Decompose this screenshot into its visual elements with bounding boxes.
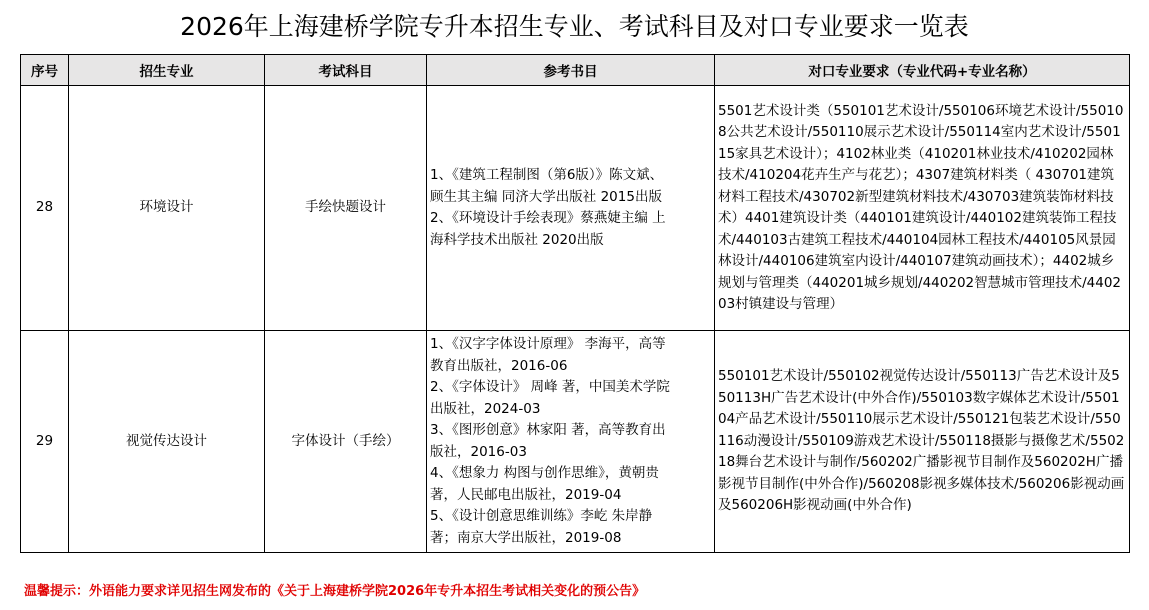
header-requirements: 对口专业要求（专业代码+专业名称） <box>715 55 1130 86</box>
page-title: 2026年上海建桥学院专升本招生专业、考试科目及对口专业要求一览表 <box>180 12 969 41</box>
row-books: 1、《建筑工程制图（第6版）》陈文斌、 顾生其主编 同济大学出版社 2015出版 2、《环境设计手绘表现》蔡燕婕主编 上 海科学技术出版社 2020出版 <box>427 86 715 331</box>
header-books: 参考书目 <box>427 55 715 86</box>
header-exam: 考试科目 <box>265 55 427 86</box>
row-books: 1、《汉字字体设计原理》 李海平，高等 教育出版社，2016-06 2、《字体设计》 周峰 著，中国美术学院 出版社，2024-03 3、《图形创意》林家阳 著，高等教育出 版社，2016-03 4、《想象力 构图与创作思维》，黄朝贵 著，人民邮电出版社，2019-04 5、《设计创意思维训练》李屹 朱岸静 著；南京大学出版社，2019-08 <box>427 331 715 553</box>
row-requirements: 5501艺术设计类（550101艺术设计/550106环境艺术设计/550108公共艺术设计/550110展示艺术设计/550114室内艺术设计/550115家具艺术设计）；4102林业类（410201林业技术/410202园林技术/410204花卉生产与花艺）；4307建筑材料类（ 430701建筑材料工程技术/430702新型建筑材料技术/430703建筑装饰材料技术）4401建筑设计类（440101建筑设计/440102建筑装饰工程技术/440103古建筑工程技术/440104园林工程技术/440105风景园林设计/440106建筑室内设计/440107建筑动画技术）；4402城乡规划与管理类（440201城乡规划/440202智慧城市管理技术/440203村镇建设与管理） <box>715 86 1130 331</box>
row-seq: 29 <box>21 331 69 553</box>
row-major: 视觉传达设计 <box>69 331 265 553</box>
header-seq: 序号 <box>21 55 69 86</box>
notice-text: 温馨提示：外语能力要求详见招生网发布的《关于上海建桥学院2026年专升本招生考试相关变化的预公告》 <box>24 584 646 599</box>
row-seq: 28 <box>21 86 69 331</box>
row-requirements: 550101艺术设计/550102视觉传达设计/550113广告艺术设计及550113H广告艺术设计(中外合作)/550103数字媒体艺术设计/550104产品艺术设计/550110展示艺术设计/550121包装艺术设计/550116动漫设计/550109游戏艺术设计/550118摄影与摄像艺术/550218舞台艺术设计与制作/560202广播影视节目制作及560202H广播影视节目制作(中外合作)/560208影视多媒体技术/560206影视动画及560206H影视动画(中外合作) <box>715 331 1130 553</box>
row-major: 环境设计 <box>69 86 265 331</box>
table-row <box>21 86 1130 331</box>
table-row <box>21 331 1130 553</box>
row-exam: 字体设计（手绘） <box>265 331 427 553</box>
row-exam: 手绘快题设计 <box>265 86 427 331</box>
table-header-row <box>21 55 1130 86</box>
header-major: 招生专业 <box>69 55 265 86</box>
majors-table <box>20 54 1130 553</box>
